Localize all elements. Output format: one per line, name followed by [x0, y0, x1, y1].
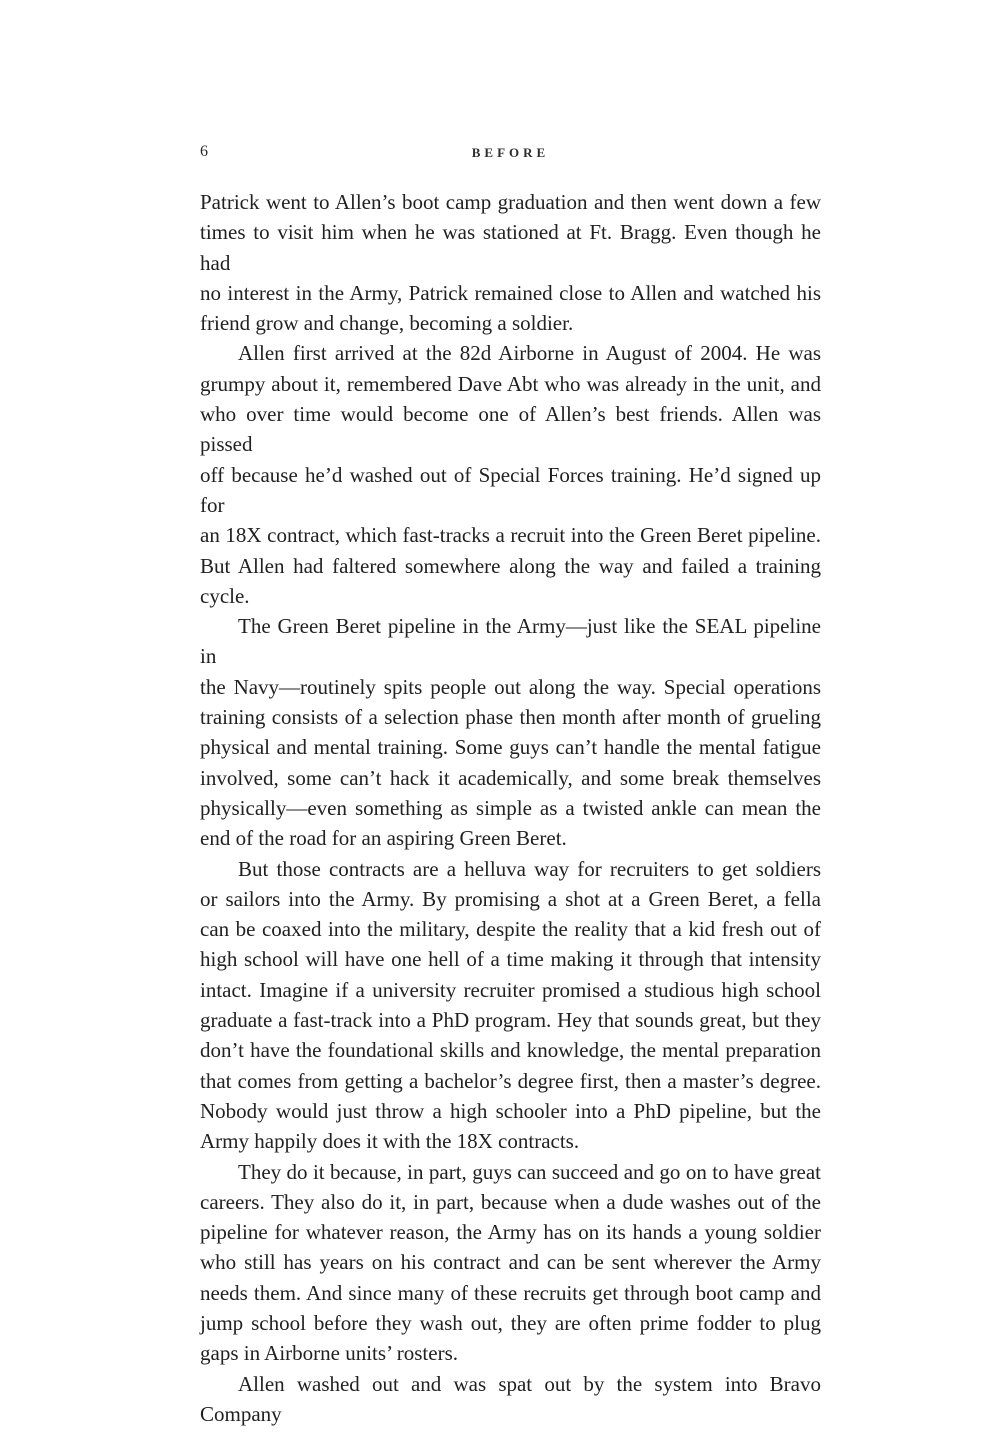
- text-line: end of the road for an aspiring Green Beret.: [200, 826, 567, 851]
- text-line: don’t have the foundational skills and knowledge, the mental preparation: [200, 1038, 821, 1063]
- text-column: [200, 143, 821, 1429]
- text-line: the Navy—routinely spits people out along the way. Special operations: [200, 674, 821, 699]
- text-line: intact. Imagine if a university recruiter promised a studious high school: [200, 977, 821, 1002]
- text-line: pipeline for whatever reason, the Army has on its hands a young soldier: [200, 1220, 821, 1245]
- text-line: an 18X contract, which fast-tracks a recruit into the Green Beret pipeline.: [200, 523, 821, 548]
- text-line: Nobody would just throw a high schooler into a PhD pipeline, but the: [200, 1098, 821, 1123]
- text-line: off because he’d washed out of Special Forces training. He’d signed up for: [200, 462, 821, 517]
- text-line: high school will have one hell of a time making it through that intensity: [200, 947, 821, 972]
- text-line: jump school before they wash out, they are often prime fodder to plug: [200, 1310, 821, 1335]
- text-line: Army happily does it with the 18X contracts.: [200, 1129, 580, 1154]
- text-line: needs them. And since many of these recruits get through boot camp and: [200, 1280, 821, 1305]
- text-line: or sailors into the Army. By promising a shot at a Green Beret, a fella: [200, 886, 821, 911]
- text-line: can be coaxed into the military, despite the reality that a kid fresh out of: [200, 917, 821, 942]
- text-line: that comes from getting a bachelor’s degree first, then a master’s degree.: [200, 1068, 821, 1093]
- text-line: grumpy about it, remembered Dave Abt who was already in the unit, and: [200, 371, 821, 396]
- text-line: graduate a fast-track into a PhD program. Hey that sounds great, but they: [200, 1008, 821, 1033]
- text-line: Patrick went to Allen’s boot camp graduation and then went down a few: [200, 190, 821, 214]
- paragraph: [200, 1369, 821, 1430]
- text-line: physical and mental training. Some guys can’t handle the mental fatigue: [200, 735, 821, 760]
- text-line: who over time would become one of Allen’s best friends. Allen was pissed: [200, 402, 821, 457]
- page-number: 6: [200, 143, 208, 160]
- text-line: times to visit him when he was stationed at Ft. Bragg. Even though he had: [200, 220, 821, 275]
- text-line: Allen washed out and was spat out by the system into Bravo Company: [200, 1371, 821, 1426]
- text-line: training consists of a selection phase then month after month of grueling: [200, 705, 821, 730]
- text-line: who still has years on his contract and can be sent wherever the Army: [200, 1250, 821, 1275]
- paragraph: [200, 1157, 821, 1369]
- text-line: But those contracts are a helluva way for recruiters to get soldiers: [238, 856, 821, 881]
- paragraph: [200, 187, 821, 338]
- text-line: But Allen had faltered somewhere along the way and failed a training cycle.: [200, 553, 821, 608]
- paragraph: [200, 611, 821, 853]
- text-line: gaps in Airborne units’ rosters.: [200, 1341, 458, 1366]
- text-line: They do it because, in part, guys can succeed and go on to have great: [238, 1159, 821, 1184]
- text-line: Allen first arrived at the 82d Airborne in August of 2004. He was: [238, 341, 821, 366]
- text-line: no interest in the Army, Patrick remained close to Allen and watched his: [200, 280, 821, 305]
- text-line: The Green Beret pipeline in the Army—just like the SEAL pipeline in: [200, 614, 821, 669]
- running-header-title: BEFORE: [471, 145, 550, 160]
- paragraph: [200, 854, 821, 1157]
- page-header: [200, 143, 821, 163]
- text-line: physically—even something as simple as a twisted ankle can mean the: [200, 795, 821, 820]
- paragraph: [200, 338, 821, 611]
- page-body: [200, 187, 821, 1429]
- text-line: involved, some can’t hack it academically, and some break themselves: [200, 765, 821, 790]
- text-line: careers. They also do it, in part, because when a dude washes out of the: [200, 1189, 821, 1214]
- text-line: friend grow and change, becoming a soldier.: [200, 311, 574, 336]
